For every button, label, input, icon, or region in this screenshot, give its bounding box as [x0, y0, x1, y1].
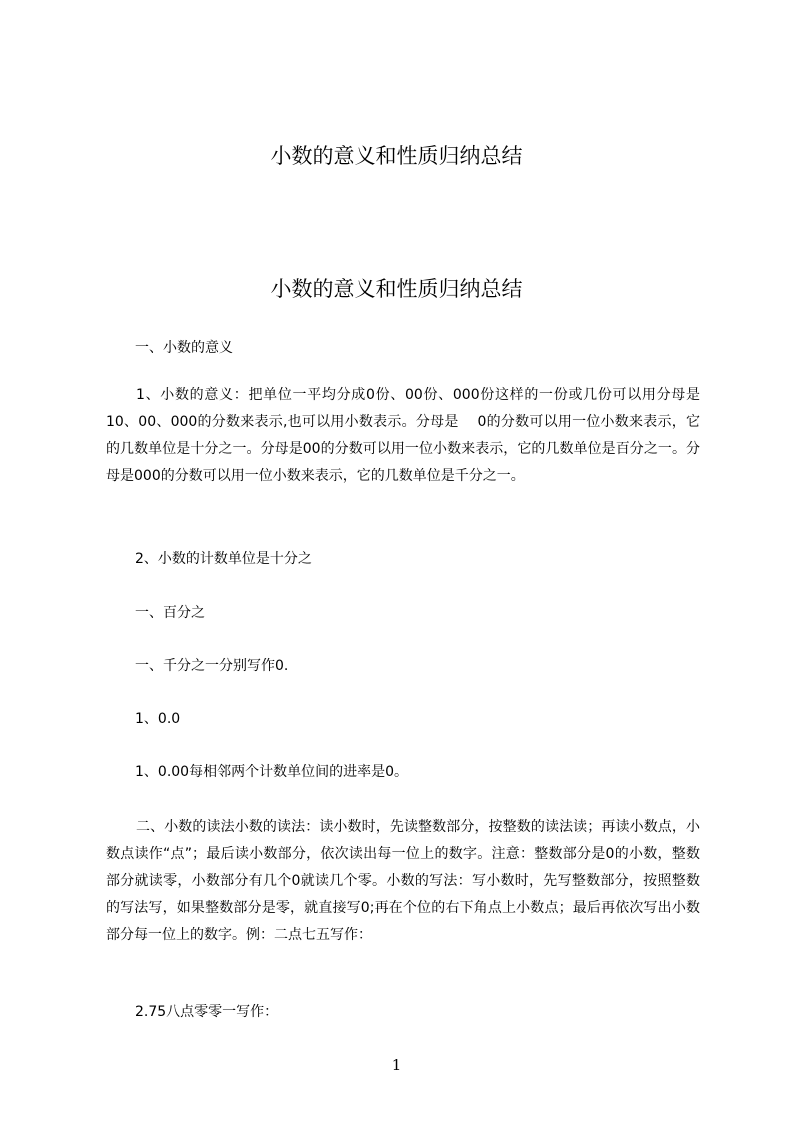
paragraph-reading-writing: 二、小数的读法小数的读法：读小数时，先读整数部分，按整数的读法读；再读小数点，小数点读作“点”；最后读小数部分，依次读出每一位上的数字。注意：整数部分是0的小数，整数部分就读零，小数部分有几个0就读几个零。小数的写法：写小数时，先写整数部分，按照整数的写法写，如果整数部分是零，就直接写0;再在个位的右下角点上小数点；最后再依次写出小数部分每一位上的数字。例：二点七五写作： [106, 819, 700, 943]
text-line-hundredth: 一、百分之 [135, 605, 205, 621]
text-line-value-2: 1、0.00每相邻两个计数单位间的进率是0。 [135, 764, 408, 780]
paragraph-decimal-meaning: 1、小数的意义：把单位一平均分成0份、00份、000份这样的一份或几份可以用分母是10、00、000的分数来表示,也可以用小数表示。分母是 0的分数可以用一位小数来表示，它的几数单位是十分之一。分母是00的分数可以用一位小数来表示，它的几数单位是百分之一。分母是000的分数可以用一位小数来表示，它的几数单位是千分之一。 [106, 387, 700, 484]
document-title: 小数的意义和性质归纳总结 [270, 277, 523, 301]
text-line-counting-unit: 2、小数的计数单位是十分之 [135, 551, 312, 567]
page-number: 1 [391, 1056, 402, 1074]
cover-title: 小数的意义和性质归纳总结 [270, 144, 523, 168]
section-heading-meaning: 一、小数的意义 [135, 340, 233, 356]
text-line-thousandth: 一、千分之一分别写作0. [135, 658, 289, 674]
text-line-value-1: 1、0.0 [135, 711, 181, 727]
text-line-example: 2.75八点零零一写作： [135, 1004, 279, 1020]
